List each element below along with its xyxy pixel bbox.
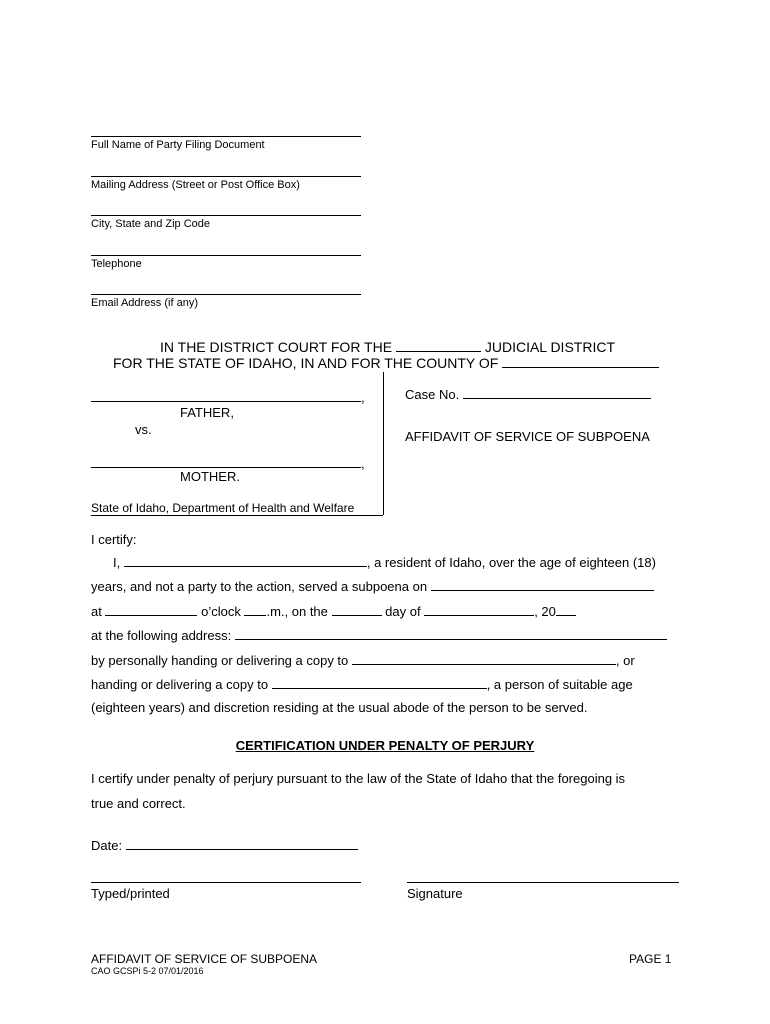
body-line-6 [91,676,633,692]
city-state-zip-label: City, State and Zip Code [91,218,211,230]
certification-heading: CERTIFICATION UNDER PENALTY OF PERJURY [235,738,535,753]
body-line-4 [91,627,667,643]
body-l2: years, and not a party to the action, served a subpoena on [91,579,428,594]
case-no-label: Case No. [405,387,460,402]
body-l5-b: , or [615,653,635,668]
vs-label: vs. [135,422,152,437]
body-line-5 [91,652,635,668]
mother-name-line[interactable] [91,467,361,468]
certification-text-1: I certify under penalty of perjury pursuant to the law of the State of Idaho that the foregoing is [91,771,626,786]
caption-comma-2: , [361,456,365,471]
district-number-blank[interactable] [396,339,481,352]
body-l3-a: at [91,604,102,619]
affiant-name-blank[interactable] [124,554,367,567]
body-l3-d: day of [385,604,421,619]
case-number [405,386,651,402]
body-l3-b: o’clock [201,604,241,619]
footer-title: AFFIDAVIT OF SERVICE OF SUBPOENA [91,952,318,966]
body-l5-a: by personally handing or delivering a copy to [91,653,349,668]
city-state-zip-line[interactable] [91,215,361,216]
body-line-7: (eighteen years) and discretion residing at the usual abode of the person to be served. [91,700,588,715]
full-name-line[interactable] [91,136,361,137]
mailing-address-line[interactable] [91,176,361,177]
date-blank[interactable] [126,837,358,850]
county-blank[interactable] [502,355,659,368]
day-blank[interactable] [332,603,382,616]
father-label: FATHER, [180,405,234,420]
body-l1-b: , a resident of Idaho, over the age of eighteen (18) [366,555,656,570]
body-line-1 [113,554,656,570]
time-blank[interactable] [105,603,197,616]
certify-label: I certify: [91,532,137,547]
year-blank[interactable] [556,603,576,616]
telephone-label: Telephone [91,258,142,270]
certification-text-2: true and correct. [91,796,186,811]
body-l6-a: handing or delivering a copy to [91,677,269,692]
caption-bottom-rule [91,515,383,516]
mother-label: MOTHER. [180,469,240,484]
caption-divider [383,372,384,515]
body-l3-e: , 20 [534,604,556,619]
signature-label: Signature [407,886,463,901]
state-party-label: State of Idaho, Department of Health and Welfare [91,501,355,515]
typed-name-line[interactable] [91,882,361,883]
mailing-address-label: Mailing Address (Street or Post Office Box) [91,179,300,191]
body-l4: at the following address: [91,628,232,643]
court-line-1-a: IN THE DISTRICT COURT FOR THE [160,339,393,355]
personal-recipient-blank[interactable] [352,652,616,665]
abode-recipient-blank[interactable] [272,676,487,689]
served-party-blank[interactable] [431,578,654,591]
email-line[interactable] [91,294,361,295]
case-no-blank[interactable] [463,386,651,399]
body-l3-c: .m., on the [266,604,328,619]
page-number: PAGE 1 [629,952,672,966]
document-title: AFFIDAVIT OF SERVICE OF SUBPOENA [405,429,650,444]
court-line-1 [160,339,615,355]
date-label: Date: [91,838,123,853]
caption-comma-1: , [361,390,365,405]
address-blank[interactable] [235,627,667,640]
email-label: Email Address (if any) [91,297,198,309]
full-name-label: Full Name of Party Filing Document [91,139,265,151]
telephone-line[interactable] [91,255,361,256]
typed-printed-label: Typed/printed [91,886,170,901]
body-l6-b: , a person of suitable age [486,677,633,692]
date-row [91,837,358,853]
signature-line[interactable] [407,882,679,883]
month-blank[interactable] [424,603,534,616]
court-line-2 [113,355,659,371]
body-line-3 [91,603,576,619]
court-line-2-text: FOR THE STATE OF IDAHO, IN AND FOR THE COUNTY OF [113,355,499,371]
court-line-1-b: JUDICIAL DISTRICT [484,339,615,355]
father-name-line[interactable] [91,401,361,402]
body-line-2 [91,578,654,594]
body-l1-a: I, [113,555,121,570]
form-code: CAO GCSPi 5-2 07/01/2016 [91,966,204,976]
am-pm-blank[interactable] [244,603,266,616]
